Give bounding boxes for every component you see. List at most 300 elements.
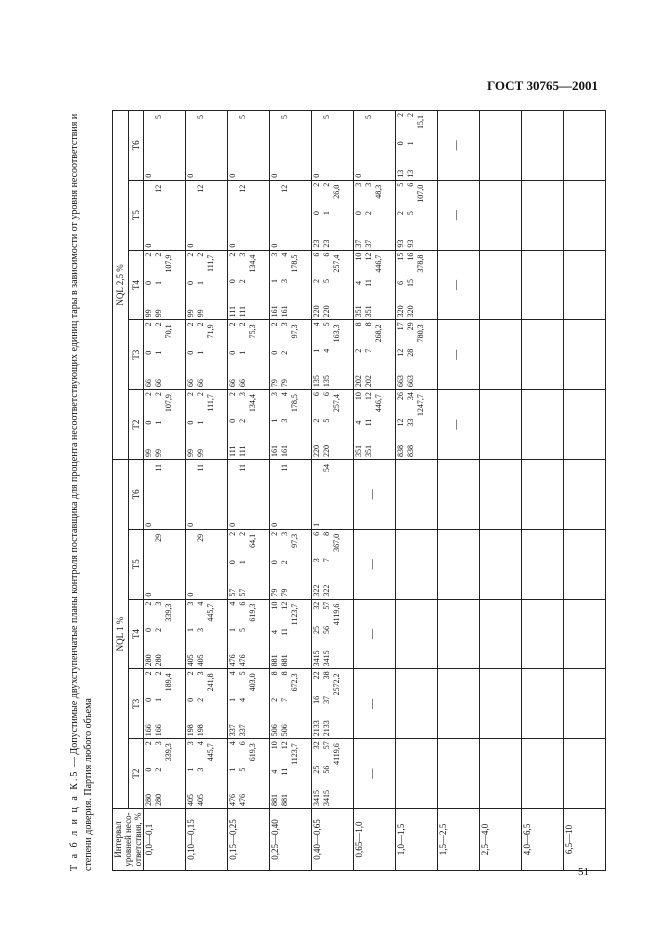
plan-value: 2	[228, 322, 237, 327]
plan-value: 6	[406, 182, 415, 187]
plan-value: 2	[322, 182, 331, 187]
plan-type-header: T2	[128, 739, 144, 809]
stage-line	[186, 532, 196, 597]
interval-cell: 0,15—0,25	[228, 809, 270, 871]
plan-cell	[270, 320, 312, 390]
plan-value: 56	[322, 626, 331, 635]
stage-line	[196, 671, 206, 736]
plan-value: 4	[280, 392, 289, 397]
plan-cell	[480, 739, 522, 809]
plan-cell	[270, 739, 312, 809]
plan-value: 57	[322, 601, 331, 610]
stage-line	[270, 322, 280, 387]
plan-cell	[480, 390, 522, 460]
plan-cell	[354, 669, 396, 739]
plan-value: 5	[322, 278, 331, 283]
plan-cell	[522, 390, 564, 460]
stage-line	[228, 602, 238, 667]
plan-cell	[186, 669, 228, 739]
plan-value: 3	[280, 418, 289, 423]
nql25-header: NQL 2,5 %	[113, 110, 129, 459]
stage-line	[228, 671, 238, 736]
plan-value: 25	[312, 626, 321, 635]
stage-line	[186, 253, 196, 318]
plan-type-header: T3	[128, 320, 144, 390]
plan-value: 111	[238, 305, 247, 318]
plan-cell	[312, 390, 354, 460]
rotated-table-stage	[68, 111, 573, 871]
plan-value: 4	[354, 280, 363, 285]
plan-value: 1	[154, 697, 163, 702]
plan-value: 2	[280, 350, 289, 355]
plan-value: 161	[280, 305, 289, 318]
stage-line	[186, 322, 196, 387]
plan-value: 0	[228, 350, 237, 355]
plan-value: 1	[196, 280, 205, 285]
plan-value: 66	[228, 379, 237, 388]
plan-value: 93	[396, 239, 405, 248]
plan-type-header: T2	[128, 390, 144, 460]
plan-value: 0	[228, 560, 237, 565]
stage-line	[144, 532, 154, 597]
stage-line	[322, 183, 332, 248]
stage-line	[144, 183, 154, 248]
plan-cell	[438, 180, 480, 250]
plan-value: 506	[270, 724, 279, 737]
stage-line	[144, 392, 154, 457]
stage-line	[154, 322, 164, 387]
expected-sample-size: 5	[364, 114, 373, 119]
expected-sample-size: 11	[196, 463, 205, 472]
plan-value: 2	[144, 392, 153, 397]
plan-value: 220	[322, 444, 331, 457]
expected-sample-size: 339,3	[164, 743, 173, 762]
plan-value: 10	[354, 392, 363, 401]
interval-cell: 4,0—6,5	[522, 809, 564, 871]
plan-value: 99	[196, 448, 205, 457]
plan-value: 3	[196, 767, 205, 772]
plan-value: 3	[186, 741, 195, 746]
plan-value: 4	[270, 630, 279, 635]
plan-value: 23	[322, 239, 331, 248]
stage-line	[312, 671, 322, 736]
expected-sample-size: 178,5	[290, 394, 299, 413]
stage-line	[144, 113, 154, 178]
interval-cell: 0,0—0,1	[144, 809, 186, 871]
plan-value: 220	[322, 305, 331, 318]
plan-value: 0	[144, 280, 153, 285]
plan-value: 38	[322, 671, 331, 680]
plan-value: 476	[238, 794, 247, 806]
dash-mark: —	[451, 140, 462, 151]
plan-value: 5	[238, 628, 247, 633]
stage-line	[396, 253, 406, 318]
expected-sample-size: 446,7	[374, 254, 383, 273]
stage-line	[280, 322, 290, 387]
plan-cell	[186, 110, 228, 180]
plan-cell	[522, 250, 564, 320]
plan-value: 4	[196, 741, 205, 746]
stage-line	[196, 602, 206, 667]
expected-sample-size: 257,4	[332, 254, 341, 273]
plan-value: 220	[312, 305, 321, 318]
expected-sample-size: 29	[196, 533, 205, 542]
stage-line	[270, 253, 280, 318]
plan-value: 476	[228, 794, 237, 806]
stage-line	[196, 741, 206, 806]
plan-value: 0	[186, 243, 195, 248]
plan-value: 838	[406, 444, 415, 457]
plan-value: 0	[186, 592, 195, 597]
plan-cell	[438, 390, 480, 460]
plan-value: 2	[354, 348, 363, 353]
plan-cell	[228, 669, 270, 739]
plan-value: 16	[406, 252, 415, 261]
stage-line	[270, 113, 280, 178]
plan-value: 5	[322, 322, 331, 327]
plan-value: 13	[396, 169, 405, 178]
plan-value: 66	[196, 379, 205, 388]
plan-value: 6	[238, 741, 247, 746]
stage-line	[322, 392, 332, 457]
plan-value: 1	[270, 278, 279, 283]
expected-sample-size: 111,7	[206, 394, 215, 412]
plan-value: 0	[186, 173, 195, 178]
plan-cell	[270, 110, 312, 180]
plan-cell	[396, 529, 438, 599]
plan-cell	[396, 250, 438, 320]
expected-sample-size: 29	[154, 533, 163, 542]
plan-value: 3	[270, 252, 279, 257]
plan-value: 405	[196, 794, 205, 806]
plan-value: 6	[322, 252, 331, 257]
plan-value: 3	[154, 601, 163, 606]
plan-cell	[438, 529, 480, 599]
stage-line	[364, 183, 374, 248]
plan-value: 0	[144, 628, 153, 633]
plan-value: 881	[280, 794, 289, 806]
plan-value: 3415	[322, 650, 331, 667]
plan-cell	[564, 250, 606, 320]
dash-mark: —	[451, 210, 462, 221]
plan-value: 12	[364, 252, 373, 261]
plan-value: 2133	[322, 720, 331, 737]
plan-cell	[186, 529, 228, 599]
expected-sample-size: 672,3	[290, 673, 299, 692]
plan-value: 15	[406, 278, 415, 287]
stage-line	[144, 253, 154, 318]
expected-sample-size: 12	[196, 184, 205, 193]
plan-value: 5	[238, 767, 247, 772]
stage-line	[312, 253, 322, 318]
plan-value: 15	[396, 252, 405, 261]
plan-cell	[354, 739, 396, 809]
plan-value: 99	[144, 448, 153, 457]
plan-value: 881	[280, 654, 289, 667]
plan-value: 2	[186, 322, 195, 327]
stage-line	[238, 322, 248, 387]
plan-value: 37	[322, 695, 331, 704]
stage-line	[228, 183, 238, 248]
dash-mark: —	[367, 559, 378, 570]
plan-value: 11	[364, 279, 373, 287]
plan-cell	[144, 320, 186, 390]
plan-value: 4	[228, 601, 237, 606]
expected-sample-size: 48,3	[374, 184, 383, 199]
plan-value: 56	[322, 765, 331, 774]
plan-value: 2	[144, 671, 153, 676]
plan-value: 99	[186, 448, 195, 457]
plan-value: 1	[154, 280, 163, 285]
plan-value: 4	[238, 697, 247, 702]
plan-type-header: T5	[128, 529, 144, 599]
expected-sample-size: 2572,2	[332, 673, 341, 696]
expected-sample-size: 97,3	[290, 533, 299, 548]
plan-value: 3	[196, 628, 205, 633]
stage-line	[354, 392, 364, 457]
plan-cell	[312, 669, 354, 739]
plan-cell	[228, 739, 270, 809]
plan-value: 0	[354, 211, 363, 216]
plan-cell	[312, 180, 354, 250]
plan-cell	[522, 529, 564, 599]
expected-sample-size: 367,0	[332, 533, 341, 552]
plan-value: 3	[280, 531, 289, 536]
stage-line	[238, 602, 248, 667]
plan-value: 5	[238, 671, 247, 676]
plan-value: 351	[354, 444, 363, 457]
plan-value: 3	[354, 182, 363, 187]
plan-cell	[396, 320, 438, 390]
stage-line	[406, 253, 416, 318]
plan-value: 6	[312, 531, 321, 536]
plan-value: 1	[238, 560, 247, 565]
caption-text: — Допустимые двухступенчатые планы контроля поставщика для процента несоответствующих единиц тары в зависимости от уровня несоответствия и степени доверия. Партия любого объема	[69, 113, 94, 871]
stage-line	[186, 671, 196, 736]
expected-sample-size: 5	[280, 114, 289, 119]
plan-value: 33	[406, 418, 415, 427]
plan-value: 3	[364, 182, 373, 187]
plan-value: 1	[312, 522, 321, 527]
stage-line	[186, 602, 196, 667]
interval-cell: 0,40—0,65	[312, 809, 354, 871]
plan-value: 1	[196, 350, 205, 355]
plan-cell	[186, 180, 228, 250]
plan-value: 280	[144, 794, 153, 806]
plan-value: 11	[280, 628, 289, 636]
table-row	[354, 110, 396, 870]
plan-value: 1	[154, 420, 163, 425]
dash-mark: —	[367, 698, 378, 709]
stage-line	[322, 741, 332, 806]
plan-value: 1	[406, 141, 415, 146]
stage-line	[238, 392, 248, 457]
plan-cell	[396, 459, 438, 529]
plan-value: 2	[154, 767, 163, 772]
plan-cell	[354, 110, 396, 180]
stage-line	[186, 741, 196, 806]
expected-sample-size: 445,7	[206, 603, 215, 622]
plan-value: 2	[154, 252, 163, 257]
plan-value: 8	[322, 531, 331, 536]
plan-value: 351	[354, 305, 363, 318]
plan-value: 79	[280, 379, 289, 388]
table-row	[438, 110, 480, 870]
plan-cell	[396, 739, 438, 809]
plan-cell	[144, 459, 186, 529]
plan-value: 8	[364, 322, 373, 327]
expected-sample-size: 107,0	[416, 184, 425, 203]
plan-value: 12	[396, 418, 405, 427]
plan-cell	[564, 669, 606, 739]
plan-value: 663	[396, 375, 405, 388]
dash-mark: —	[451, 419, 462, 430]
plan-cell	[354, 180, 396, 250]
plan-cell	[270, 250, 312, 320]
plan-value: 26	[396, 392, 405, 401]
plan-cell	[354, 390, 396, 460]
stage-line	[238, 532, 248, 597]
plan-cell	[564, 180, 606, 250]
plan-value: 351	[364, 444, 373, 457]
expected-sample-size: 71,9	[206, 324, 215, 339]
expected-sample-size: 339,3	[164, 603, 173, 622]
plan-value: 5	[322, 418, 331, 423]
plan-value: 12	[280, 741, 289, 750]
plan-value: 166	[144, 724, 153, 737]
plan-value: 280	[154, 794, 163, 806]
plan-cell	[354, 459, 396, 529]
expected-sample-size: 5	[196, 114, 205, 119]
plan-cell	[480, 180, 522, 250]
expected-sample-size: 15,1	[416, 114, 425, 129]
expected-sample-size: 54	[322, 463, 331, 472]
caption-label: Т а б л и ц а К.5	[69, 769, 80, 871]
plan-cell	[396, 180, 438, 250]
plan-value: 2	[196, 252, 205, 257]
plan-value: 2	[312, 418, 321, 423]
plan-value: 2	[312, 278, 321, 283]
stage-line	[312, 113, 322, 178]
nql1-header: NQL 1 %	[113, 459, 129, 808]
plan-cell	[522, 459, 564, 529]
plan-type-header: T5	[128, 180, 144, 250]
table-row	[228, 110, 270, 870]
expected-sample-size: 5	[154, 114, 163, 119]
plan-value: 0	[228, 173, 237, 178]
plan-value: 0	[354, 173, 363, 178]
plan-cell	[564, 390, 606, 460]
plan-value: 3	[238, 392, 247, 397]
plan-value: 2	[228, 392, 237, 397]
plan-value: 881	[270, 794, 279, 806]
expected-sample-size: 11	[280, 463, 289, 472]
stage-line	[322, 253, 332, 318]
plan-value: 2	[228, 252, 237, 257]
plan-cell	[396, 390, 438, 460]
stage-line	[280, 741, 290, 806]
plan-value: 2	[228, 531, 237, 536]
plan-value: 2	[154, 671, 163, 676]
plan-value: 3	[238, 252, 247, 257]
plan-value: 0	[270, 522, 279, 527]
plan-value: 2	[238, 322, 247, 327]
plan-value: 220	[312, 444, 321, 457]
expected-sample-size: 378,8	[416, 254, 425, 273]
expected-sample-size: 619,3	[248, 603, 257, 622]
plan-value: 7	[364, 348, 373, 353]
plan-cell	[564, 320, 606, 390]
plan-value: 2	[186, 671, 195, 676]
plan-value: 2	[280, 560, 289, 565]
stage-line	[406, 183, 416, 248]
expected-sample-size: 134,4	[248, 254, 257, 273]
plan-value: 2	[238, 279, 247, 284]
plan-value: 0	[312, 173, 321, 178]
plan-cell	[480, 250, 522, 320]
plan-value: 0	[144, 697, 153, 702]
expected-sample-size: 107,9	[164, 254, 173, 273]
plan-value: 2	[144, 601, 153, 606]
plan-cell	[480, 320, 522, 390]
expected-sample-size: 111,7	[206, 254, 215, 272]
plan-cell	[564, 739, 606, 809]
plan-value: 99	[196, 309, 205, 318]
stage-line	[270, 602, 280, 667]
plan-value: 322	[322, 584, 331, 597]
expected-sample-size: 241,8	[206, 673, 215, 692]
stage-line	[406, 113, 416, 178]
plan-value: 1	[228, 767, 237, 772]
expected-sample-size: 619,3	[248, 743, 257, 762]
expected-sample-size: 11	[238, 463, 247, 472]
plan-value: 79	[270, 588, 279, 597]
table-row	[270, 110, 312, 870]
stage-line	[196, 322, 206, 387]
plan-cell	[270, 390, 312, 460]
stage-line	[154, 602, 164, 667]
table-row	[186, 110, 228, 870]
plan-value: 0	[228, 418, 237, 423]
plan-cell	[564, 599, 606, 669]
dash-mark: —	[367, 629, 378, 640]
expected-sample-size: 12	[154, 184, 163, 193]
plan-value: 1	[238, 350, 247, 355]
plan-cell	[228, 529, 270, 599]
stage-line	[144, 741, 154, 806]
stage-line	[312, 183, 322, 248]
plan-cell	[270, 529, 312, 599]
plan-value: 17	[396, 322, 405, 331]
standard-header: ГОСТ 30765—2001	[486, 78, 598, 93]
plan-value: 34	[406, 392, 415, 401]
stage-line	[406, 392, 416, 457]
table-row	[522, 110, 564, 870]
expected-sample-size: 97,3	[290, 324, 299, 339]
stage-line	[312, 322, 322, 387]
expected-sample-size: 64,1	[248, 533, 257, 548]
stage-line	[186, 392, 196, 457]
plan-value: 476	[238, 654, 247, 667]
plan-value: 0	[144, 592, 153, 597]
plan-type-header: T4	[128, 599, 144, 669]
plan-value: 405	[186, 654, 195, 667]
plan-value: 2	[186, 252, 195, 257]
plan-value: 0	[228, 243, 237, 248]
stage-line	[154, 392, 164, 457]
plan-type-header: T6	[128, 459, 144, 529]
plan-value: 2	[154, 392, 163, 397]
